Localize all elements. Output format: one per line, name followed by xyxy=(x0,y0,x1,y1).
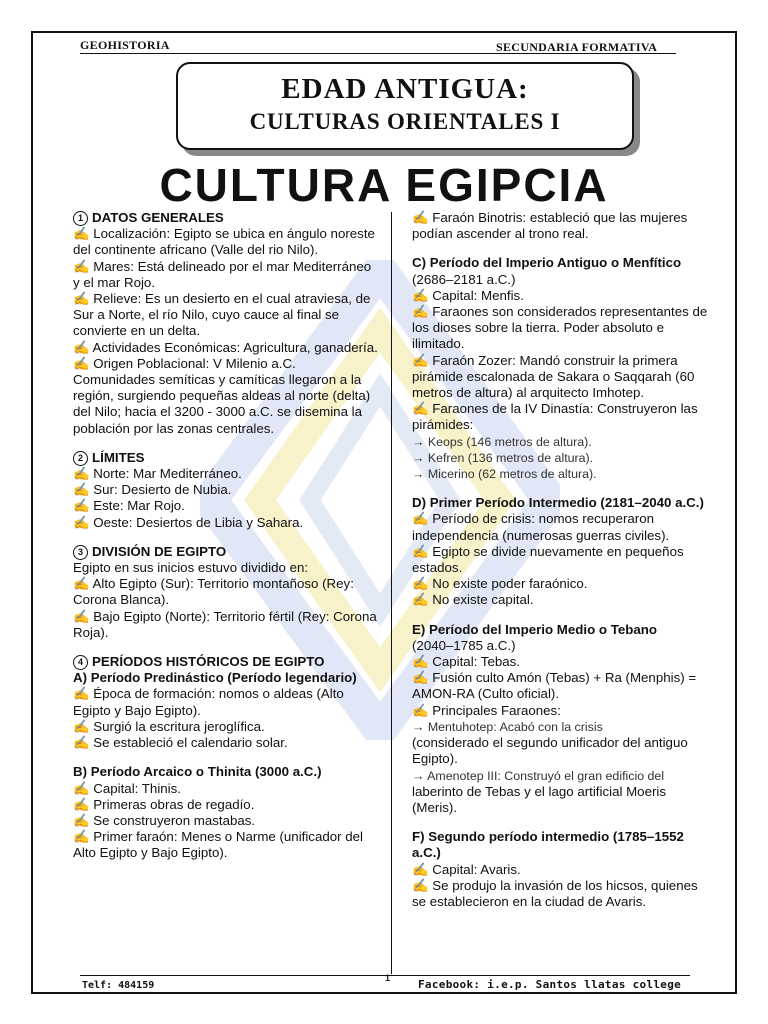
list-item: ✍ Sur: Desierto de Nubia. xyxy=(73,482,232,498)
writing-hand-icon: ✍ xyxy=(73,226,90,242)
writing-hand-icon: ✍ xyxy=(73,258,90,274)
footer-phone: Telf: 484159 xyxy=(82,980,155,991)
subsection-title: E) Período del Imperio Medio o Tebano xyxy=(412,621,658,637)
writing-hand-icon: ✍ xyxy=(73,735,90,751)
writing-hand-icon: ✍ xyxy=(412,670,429,686)
section-number-badge: 3 xyxy=(73,545,88,560)
writing-hand-icon: ✍ xyxy=(73,482,90,498)
pharaoh-detail: (considerado el segundo unificador del antiguo Egipto). xyxy=(412,735,688,767)
list-item: ✍ Actividades Económicas: Agricultura, ganadería. xyxy=(73,339,378,355)
list-item: ✍ Egipto se divide nuevamente en pequeños estados. xyxy=(412,543,684,576)
header-subject: GEOHISTORIA xyxy=(80,38,170,52)
list-item: ✍ Época de formación: nomos o aldeas (Alto Egipto y Bajo Egipto). xyxy=(73,686,344,718)
subsection-title: B) Período Arcaico o Thinita (3000 a.C.) xyxy=(73,764,322,780)
writing-hand-icon: ✍ xyxy=(412,592,429,608)
subsection-dates: (2040–1785 a.C.) xyxy=(412,637,516,653)
writing-hand-icon: ✍ xyxy=(73,498,90,514)
list-item: ✍ Se estableció el calendario solar. xyxy=(73,735,288,751)
writing-hand-icon: ✍ xyxy=(73,514,90,530)
pharaoh-name: → Amenotep III: Construyó el gran edificio del xyxy=(412,768,665,783)
writing-hand-icon: ✍ xyxy=(412,401,429,417)
writing-hand-icon: ✍ xyxy=(412,702,429,718)
writing-hand-icon: ✍ xyxy=(412,352,429,368)
list-item: ✍ Mares: Está delineado por el mar Mediterráneo y el mar Rojo. xyxy=(73,258,372,290)
subsection-title: F) Segundo período intermedio (1785–1552 a.C.) xyxy=(412,829,684,861)
list-item: ✍ Se produjo la invasión de los hicsos, quienes se establecieron en la ciudad de Avaris. xyxy=(412,877,698,909)
column-divider xyxy=(391,212,392,974)
list-item: ✍ Faraones de la IV Dinastía: Construyeron las pirámides: xyxy=(412,401,698,433)
section-title: LÍMITES xyxy=(92,449,145,465)
right-column xyxy=(412,210,714,910)
list-item: ✍ Norte: Mar Mediterráneo. xyxy=(73,466,242,482)
subsection-title: D) Primer Período Intermedio (2181–2040 a.C.) xyxy=(412,495,704,511)
header-level: SECUNDARIA FORMATIVA xyxy=(496,40,658,54)
pyramid-item: → Kefren (136 metros de altura). xyxy=(412,450,594,465)
writing-hand-icon: ✍ xyxy=(412,576,429,592)
section-title: DIVISIÓN DE EGIPTO xyxy=(92,543,227,559)
writing-hand-icon: ✍ xyxy=(73,576,90,592)
list-item: ✍ Primeras obras de regadío. xyxy=(73,796,255,812)
pharaoh-name: → Mentuhotep: Acabó con la crisis xyxy=(412,719,603,734)
list-item: ✍ No existe poder faraónico. xyxy=(412,576,588,592)
writing-hand-icon: ✍ xyxy=(412,511,429,527)
writing-hand-icon: ✍ xyxy=(412,543,429,559)
list-item: ✍ Este: Mar Rojo. xyxy=(73,498,185,514)
list-item: ✍ Localización: Egipto se ubica en ángulo noreste del continente africano (Valle del rio Nilo). xyxy=(73,226,375,258)
list-item: ✍ Faraón Binotris: estableció que las mujeres podían ascender al trono real. xyxy=(412,210,688,242)
list-item: ✍ Principales Faraones: xyxy=(412,702,561,718)
writing-hand-icon: ✍ xyxy=(73,718,90,734)
section-number-badge: 2 xyxy=(73,451,88,466)
list-item: ✍ Capital: Menfis. xyxy=(412,287,524,303)
writing-hand-icon: ✍ xyxy=(73,812,90,828)
section-intro: Egipto en sus inicios estuvo dividido en: xyxy=(73,560,309,576)
list-item: ✍ Se construyeron mastabas. xyxy=(73,812,256,828)
list-item: ✍ Bajo Egipto (Norte): Territorio fértil (Rey: Corona Roja). xyxy=(73,608,377,640)
list-item: ✍ Surgió la escritura jeroglífica. xyxy=(73,718,265,734)
list-item: ✍ Relieve: Es un desierto en el cual atraviesa, de Sur a Norte, el río Nilo, cuyo cauce al final se convierte en un delta. xyxy=(73,291,371,339)
left-column xyxy=(73,210,378,862)
title-box xyxy=(176,62,634,150)
page-number: 1 xyxy=(385,973,391,983)
list-item: ✍ Origen Poblacional: V Milenio a.C. Comunidades semíticas y camíticas llegaron a la región, surgiendo pequeñas aldeas al norte (delta) del Nilo; hacia el 3200 - 3000 a.C. se disemina la población por las zonas centrales. xyxy=(73,355,371,436)
list-item: ✍ Período de crisis: nomos recuperaron independencia (numerosas guerras civiles). xyxy=(412,511,670,543)
pyramid-item: → Keops (146 metros de altura). xyxy=(412,434,592,449)
writing-hand-icon: ✍ xyxy=(73,608,90,624)
title-main: EDAD ANTIGUA: xyxy=(281,73,529,105)
subsection-title: C) Período del Imperio Antiguo o Menfítico xyxy=(412,255,682,271)
list-item: ✍ Oeste: Desiertos de Libia y Sahara. xyxy=(73,514,304,530)
list-item: ✍ Capital: Thinis. xyxy=(73,780,181,796)
section-periodos xyxy=(73,654,378,670)
list-item: ✍ No existe capital. xyxy=(412,592,534,608)
pharaoh-detail: laberinto de Tebas y el lago artificial Moeris (Meris). xyxy=(412,783,667,815)
section-limites xyxy=(73,450,378,466)
writing-hand-icon: ✍ xyxy=(412,861,429,877)
section-number-badge: 4 xyxy=(73,655,88,670)
writing-hand-icon: ✍ xyxy=(73,339,90,355)
writing-hand-icon: ✍ xyxy=(73,796,90,812)
page-title: CULTURA EGIPCIA xyxy=(159,159,609,211)
writing-hand-icon: ✍ xyxy=(73,829,90,845)
writing-hand-icon: ✍ xyxy=(412,210,429,225)
subsection-title: A) Período Predinástico (Período legendario) xyxy=(73,670,357,686)
list-item: ✍ Capital: Avaris. xyxy=(412,861,521,877)
title-sub: CULTURAS ORIENTALES I xyxy=(249,109,561,134)
header-divider xyxy=(80,53,676,54)
list-item: ✍ Primer faraón: Menes o Narme (unificador del Alto Egipto y Bajo Egipto). xyxy=(73,829,364,861)
list-item: ✍ Alto Egipto (Sur): Territorio montañoso (Rey: Corona Blanca). xyxy=(73,576,354,608)
writing-hand-icon: ✍ xyxy=(73,466,90,482)
section-title: DATOS GENERALES xyxy=(92,210,224,225)
subsection-dates: (2686–2181 a.C.) xyxy=(412,271,516,287)
list-item: ✍ Capital: Tebas. xyxy=(412,654,520,670)
list-item: ✍ Fusión culto Amón (Tebas) + Ra (Menphis) = AMON-RA (Culto oficial). xyxy=(412,670,697,702)
writing-hand-icon: ✍ xyxy=(412,654,429,670)
pyramid-item: → Micerino (62 metros de altura). xyxy=(412,467,597,482)
writing-hand-icon: ✍ xyxy=(73,291,90,307)
writing-hand-icon: ✍ xyxy=(73,355,90,371)
section-number-badge: 1 xyxy=(73,211,88,226)
writing-hand-icon: ✍ xyxy=(73,686,90,702)
section-datos-generales xyxy=(73,210,378,226)
footer-facebook: Facebook: i.e.p. Santos llatas college xyxy=(418,978,682,991)
list-item: ✍ Faraón Zozer: Mandó construir la primera pirámide escalonada de Sakara o Saqqarah (60 metros de altura) al arquitecto Imhotep. xyxy=(412,352,695,401)
writing-hand-icon: ✍ xyxy=(412,877,429,893)
section-title: PERÍODOS HISTÓRICOS DE EGIPTO xyxy=(92,654,325,670)
list-item: ✍ Faraones son considerados representantes de los dioses sobre la tierra. Poder absoluto e ilimitado. xyxy=(412,304,708,352)
writing-hand-icon: ✍ xyxy=(412,304,429,320)
writing-hand-icon: ✍ xyxy=(73,780,90,796)
writing-hand-icon: ✍ xyxy=(412,287,429,303)
section-division xyxy=(73,544,378,560)
